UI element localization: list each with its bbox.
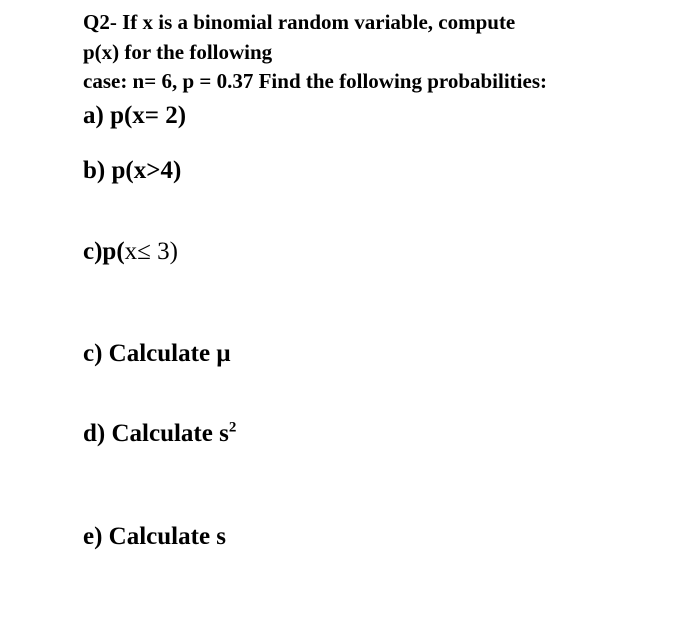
item-variance-exponent: 2 bbox=[228, 419, 237, 436]
item-c-probability bbox=[83, 239, 178, 264]
item-c-prefix: c)p( bbox=[83, 238, 125, 265]
item-a-probability: a) p(x= 2) bbox=[83, 102, 187, 129]
item-b-probability: b) p(x>4) bbox=[83, 157, 182, 184]
item-c-rest: x≤ 3) bbox=[124, 238, 178, 265]
item-variance-base: d) Calculate s bbox=[83, 420, 229, 447]
item-calculate-variance bbox=[83, 421, 236, 446]
question-line-2: p(x) for the following bbox=[83, 40, 273, 64]
question-line-3: case: n= 6, p = 0.37 Find the following probabilities: bbox=[83, 69, 547, 93]
item-calculate-sd: e) Calculate s bbox=[83, 523, 227, 550]
question-line-1: Q2- If x is a binomial random variable, compute bbox=[83, 10, 516, 34]
item-calculate-mu: c) Calculate µ bbox=[83, 340, 231, 367]
